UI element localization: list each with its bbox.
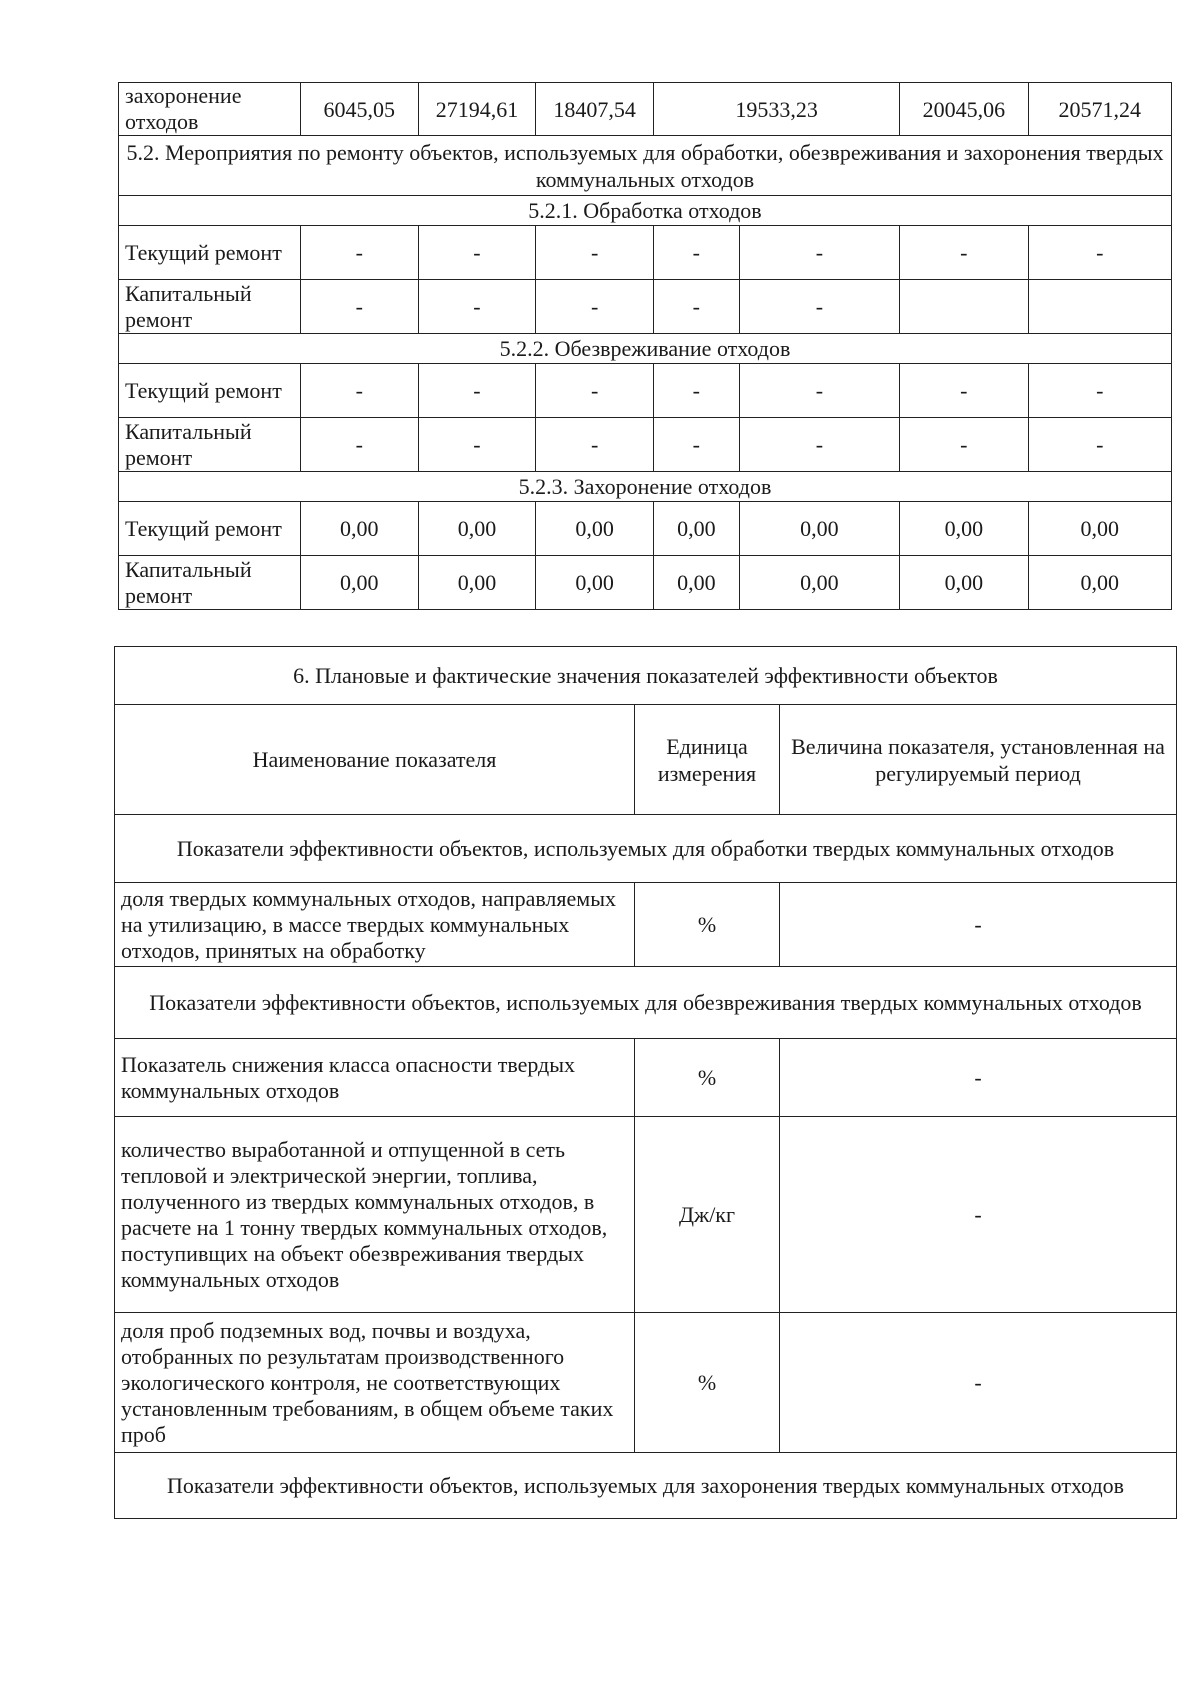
indicator-value: - (780, 1117, 1177, 1313)
value-cell: 0,00 (1028, 502, 1171, 556)
value-cell: 0,00 (900, 556, 1028, 610)
efficiency-indicators-table (114, 646, 1177, 1519)
value-cell: - (418, 418, 536, 472)
indicator-name: доля проб подземных вод, почвы и воздуха, отобранных по результатам производственного экологического контроля, не соответствующих установленным требованиям, в общем объеме таких проб (115, 1313, 635, 1453)
value-cell: - (536, 226, 654, 280)
row-label: захоронение отходов (119, 83, 301, 136)
group-heading: Показатели эффективности объектов, используемых для обезвреживания твердых коммунальных отходов (115, 967, 1177, 1039)
value-cell: - (300, 226, 418, 280)
value-cell: - (418, 226, 536, 280)
subsection-row (119, 334, 1172, 364)
table-row (115, 1039, 1177, 1117)
row-label: Капитальный ремонт (119, 418, 301, 472)
table-row (115, 883, 1177, 967)
value-cell: 0,00 (418, 556, 536, 610)
row-label: Текущий ремонт (119, 226, 301, 280)
value-cell: 0,00 (536, 556, 654, 610)
value-cell: 20571,24 (1028, 83, 1171, 136)
indicator-name: Показатель снижения класса опасности твердых коммунальных отходов (115, 1039, 635, 1117)
value-cell: - (654, 226, 740, 280)
value-cell: - (1028, 226, 1171, 280)
column-header-name: Наименование показателя (115, 705, 635, 815)
value-cell: - (900, 418, 1028, 472)
value-cell: 20045,06 (900, 83, 1028, 136)
value-cell: - (739, 418, 900, 472)
indicator-unit: % (635, 1039, 780, 1117)
value-cell: - (418, 280, 536, 334)
value-cell: - (654, 418, 740, 472)
value-cell: - (654, 364, 740, 418)
value-cell: - (300, 364, 418, 418)
group-heading-row (115, 815, 1177, 883)
burial-row (119, 83, 1172, 136)
value-cell: - (536, 364, 654, 418)
row-label: Капитальный ремонт (119, 556, 301, 610)
subsection-row (119, 472, 1172, 502)
section-heading-row (115, 647, 1177, 705)
value-cell: 0,00 (536, 502, 654, 556)
indicator-value: - (780, 1313, 1177, 1453)
value-cell: - (1028, 364, 1171, 418)
value-cell (900, 280, 1028, 334)
repair-measures-table (118, 82, 1172, 610)
table-row (119, 226, 1172, 280)
value-cell: 18407,54 (536, 83, 654, 136)
value-cell: 0,00 (300, 556, 418, 610)
table-row (115, 1313, 1177, 1453)
value-cell: 0,00 (300, 502, 418, 556)
indicator-name: доля твердых коммунальных отходов, направляемых на утилизацию, в массе твердых коммунальных отходов, принятых на обработку (115, 883, 635, 967)
section-heading: 6. Плановые и фактические значения показателей эффективности объектов (115, 647, 1177, 705)
value-cell (1028, 280, 1171, 334)
section-heading: 5.2. Мероприятия по ремонту объектов, используемых для обработки, обезвреживания и захоронения твердых коммунальных отходов (119, 136, 1172, 196)
value-cell: 0,00 (654, 502, 740, 556)
indicator-unit: Дж/кг (635, 1117, 780, 1313)
row-label: Текущий ремонт (119, 364, 301, 418)
value-cell: - (739, 280, 900, 334)
indicator-unit: % (635, 883, 780, 967)
value-cell: 0,00 (418, 502, 536, 556)
value-cell: - (739, 226, 900, 280)
table-row (119, 280, 1172, 334)
value-cell: 0,00 (1028, 556, 1171, 610)
group-heading: Показатели эффективности объектов, используемых для захоронения твердых коммунальных отходов (115, 1453, 1177, 1519)
value-cell: - (300, 418, 418, 472)
value-cell: 0,00 (900, 502, 1028, 556)
header-row (115, 705, 1177, 815)
value-cell: - (418, 364, 536, 418)
value-cell: 6045,05 (300, 83, 418, 136)
group-heading-row (115, 967, 1177, 1039)
value-cell: - (1028, 418, 1171, 472)
column-header-unit: Единица измерения (635, 705, 780, 815)
value-cell: - (900, 364, 1028, 418)
column-header-value: Величина показателя, установленная на регулируемый период (780, 705, 1177, 815)
subsection-heading: 5.2.1. Обработка отходов (119, 196, 1172, 226)
subsection-row (119, 196, 1172, 226)
indicator-name: количество выработанной и отпущенной в сеть тепловой и электрической энергии, топлива, полученного из твердых коммунальных отходов, в расчете на 1 тонну твердых коммунальных отходов, поступивщих на объект обезвреживания твердых коммунальных отходов (115, 1117, 635, 1313)
section-heading-row (119, 136, 1172, 196)
value-cell: 0,00 (739, 502, 900, 556)
value-cell: - (739, 364, 900, 418)
table-row (119, 418, 1172, 472)
value-cell: 0,00 (739, 556, 900, 610)
value-cell: - (654, 280, 740, 334)
group-heading-row (115, 1453, 1177, 1519)
subsection-heading: 5.2.2. Обезвреживание отходов (119, 334, 1172, 364)
indicator-value: - (780, 883, 1177, 967)
value-cell: 0,00 (654, 556, 740, 610)
value-cell: - (900, 226, 1028, 280)
table-row (119, 502, 1172, 556)
indicator-value: - (780, 1039, 1177, 1117)
value-cell: - (300, 280, 418, 334)
indicator-unit: % (635, 1313, 780, 1453)
group-heading: Показатели эффективности объектов, используемых для обработки твердых коммунальных отходов (115, 815, 1177, 883)
value-cell: 19533,23 (654, 83, 900, 136)
value-cell: - (536, 280, 654, 334)
subsection-heading: 5.2.3. Захоронение отходов (119, 472, 1172, 502)
table-row (119, 364, 1172, 418)
row-label: Капитальный ремонт (119, 280, 301, 334)
table-row (119, 556, 1172, 610)
value-cell: - (536, 418, 654, 472)
row-label: Текущий ремонт (119, 502, 301, 556)
table-row (115, 1117, 1177, 1313)
value-cell: 27194,61 (418, 83, 536, 136)
